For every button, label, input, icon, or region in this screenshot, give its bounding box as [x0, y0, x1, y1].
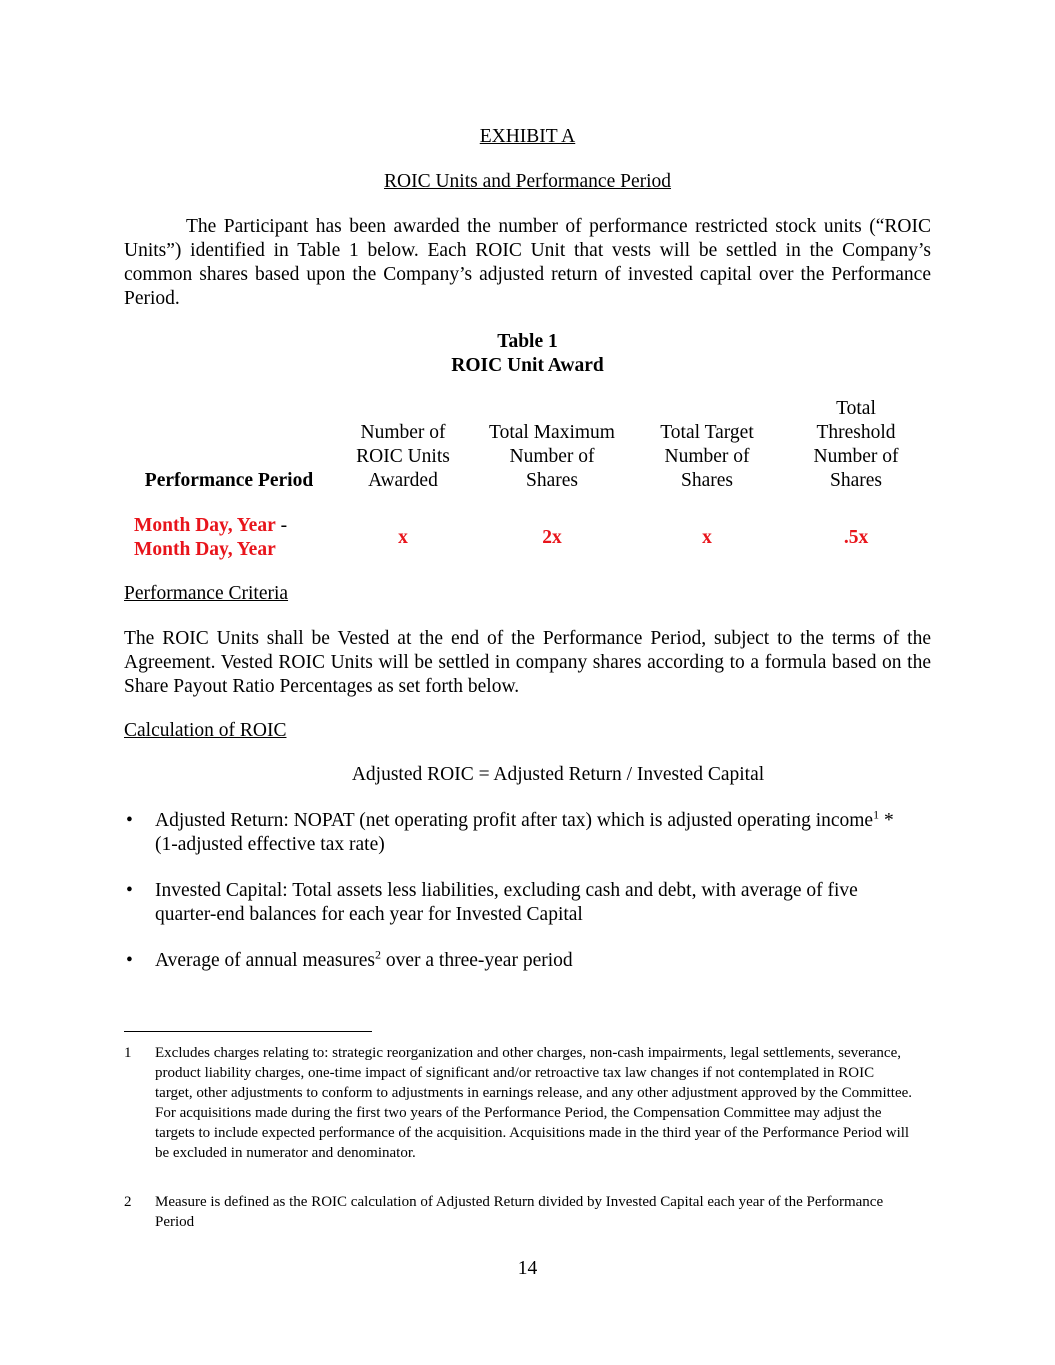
header-max-shares: Total Maximum Number of Shares [489, 422, 615, 491]
units-cell: x [398, 527, 408, 548]
header-units-awarded: Number of ROIC Units Awarded [356, 422, 450, 491]
header-performance-period: Performance Period [144, 470, 314, 491]
exhibit-title: EXHIBIT A [479, 126, 576, 147]
roic-formula: Adjusted ROIC = Adjusted Return / Invested Capital [351, 764, 765, 785]
header-target-shares: Total Target Number of Shares [660, 422, 754, 491]
criteria-paragraph: The ROIC Units shall be Vested at the end of the Performance Period, subject to the terms of the Agreement. Vested ROIC Units will be settled in company shares according to a formula based on the Share Payout Ratio Percentages as set forth below. [124, 628, 931, 697]
footnote-2: 2 Measure is defined as the ROIC calculation of Adjusted Return divided by Invested Capital each year of the Performance Period [124, 1194, 884, 1230]
footnote-separator [124, 1031, 372, 1032]
section-subtitle: ROIC Units and Performance Period [383, 171, 672, 192]
threshold-cell: .5x [843, 527, 869, 548]
table-subtitle: ROIC Unit Award [451, 355, 604, 376]
max-cell: 2x [542, 527, 562, 548]
target-cell: x [702, 527, 712, 548]
header-threshold-shares: Total Threshold Number of Shares [813, 398, 899, 491]
bullet-invested-capital: • Invested Capital: Total assets less liabilities, excluding cash and debt, with average of five quarter-end balances for each year for Invested Capital [126, 880, 858, 925]
page-number: 14 [517, 1258, 538, 1279]
calc-heading: Calculation of ROIC [124, 720, 287, 741]
criteria-heading: Performance Criteria [124, 583, 289, 604]
intro-paragraph: The Participant has been awarded the number of performance restricted stock units (“ROIC Units”) identified in Table 1 below. Each ROIC Unit that vests will be settled in the Company’s common shares based upon the Company’s adjusted return of invested capital over the Performance Period. [124, 216, 931, 309]
bullet-average: • Average of annual measures$^2$ over a three-year period [126, 947, 573, 971]
table-title: Table 1 [497, 331, 558, 352]
footnote-1: 1 Excludes charges relating to: strategic reorganization and other charges, non-cash impairments, legal settlements, severance, product liability charges, one-time impact of significant and/or retroactive tax law changes if not contemplated in ROIC target, other adjustments to conform to adjustments in earnings release, and any other adjustment approved by the Committee. For acquisitions made during the first two years of the Performance Period, the Compensation Committee may adjust the targets to include expected performance of the acquisition. Acquisitions made in the third year of the Performance Period will be excluded in numerator and denominator. [124, 1045, 913, 1161]
period-cell: Month Day, Year - Month Day, Year [134, 515, 288, 560]
bullet-adjusted-return: • Adjusted Return: NOPAT (net operating profit after tax) which is adjusted operating income$^1$ * (1-adjusted effective tax rate) [126, 807, 894, 855]
